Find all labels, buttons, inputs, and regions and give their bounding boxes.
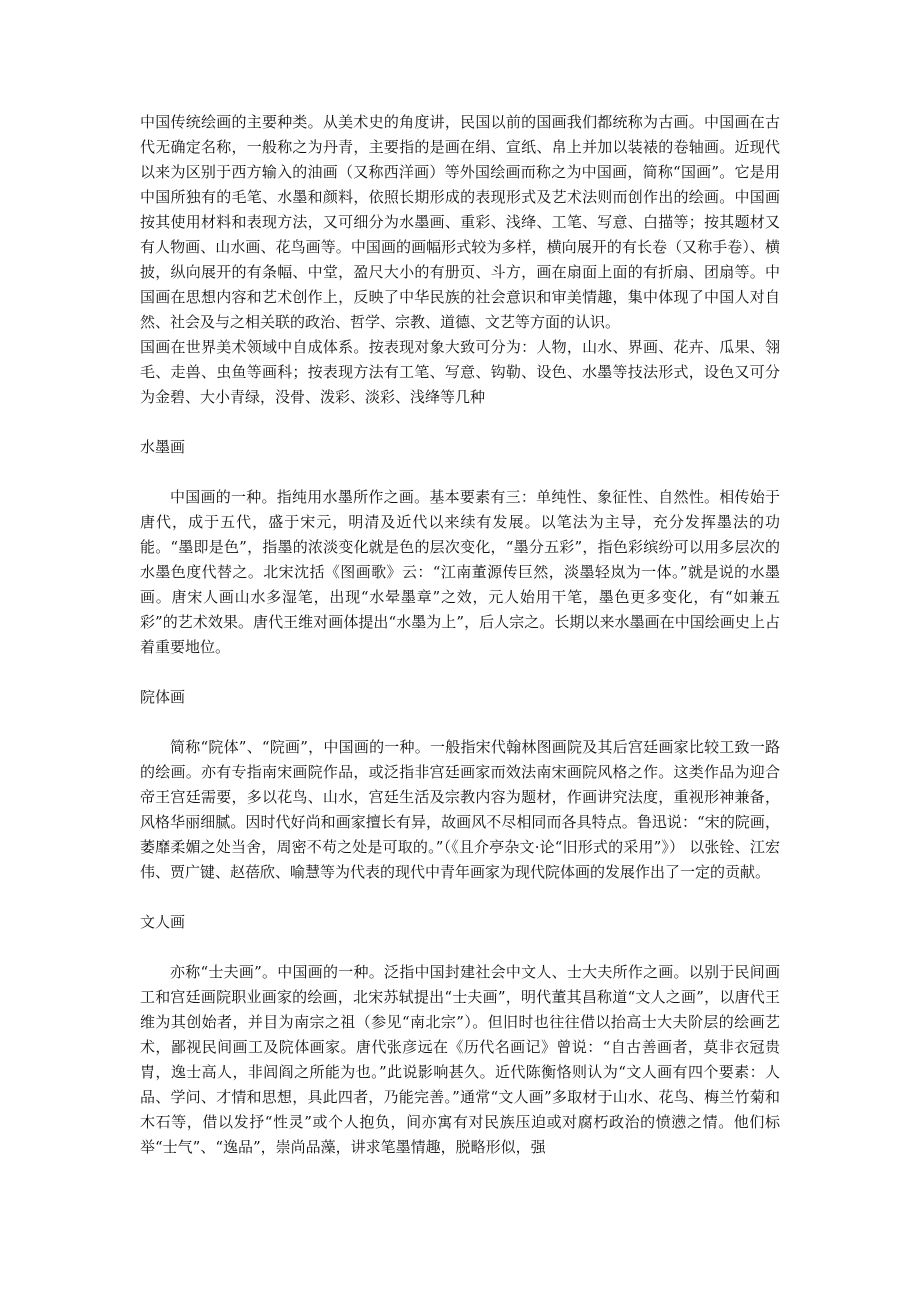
spacer: [140, 710, 780, 735]
intro-paragraph-2: 国画在世界美术领域中自成体系。按表现对象大致可分为：人物，山水、界画、花卉、瓜果、翎毛、走兽、虫鱼等画科；按表现方法有工笔、写意、钩勒、设色、水墨等技法形式，设色又可分为金碧、大小青绿，没骨、泼彩、淡彩、浅绛等几种: [140, 338, 780, 406]
document-page: [140, 110, 780, 1160]
intro-paragraph-1: 中国传统绘画的主要种类。从美术史的角度讲，民国以前的国画我们都统称为古画。中国画在古代无确定名称，一般称之为丹青，主要指的是画在绢、宣纸、帛上并加以装裱的卷轴画。近现代以来为区别于西方输入的油画（又称西洋画）等外国绘画而称之为中国画，简称“国画”。它是用中国所独有的毛笔、水墨和颜料，依照长期形成的表现形式及艺术法则而创作出的绘画。中国画按其使用材料和表现方法，又可细分为水墨画、重彩、浅绛、工笔、写意、白描等；按其题材又有人物画、山水画、花鸟画等。中国画的画幅形式较为多样，横向展开的有长卷（又称手卷）、横披，纵向展开的有条幅、中堂，盈尺大小的有册页、斗方，画在扇面上面的有折扇、团扇等。中国画在思想内容和艺术创作上，反映了中华民族的社会意识和审美情趣，集中体现了中国人对自然、社会及与之相关联的政治、哲学、宗教、道德、文艺等方面的认识。: [140, 113, 780, 331]
spacer: [140, 410, 780, 435]
section-title-academy-painting: 院体画: [140, 688, 186, 706]
spacer: [140, 885, 780, 910]
section-title-literati-painting: 文人画: [140, 913, 186, 931]
section-body-academy-painting: 简称“院体”、“院画”，中国画的一种。一般指宋代翰林图画院及其后宫廷画家比较工致一路的绘画。亦有专指南宋画院作品，或泛指非宫廷画家而效法南宋画院风格之作。这类作品为迎合帝王宫廷需要，多以花鸟、山水，宫廷生活及宗教内容为题材，作画讲究法度，重视形神兼备，风格华丽细腻。因时代好尚和画家擅长有异，故画风不尽相同而各具特点。鲁迅说：“宋的院画，萎靡柔媚之处当舍，周密不苟之处是可取的。”（《且介亭杂文·论“旧形式的采用”》） 以张铨、江宏伟、贾广键、赵蓓欣、喻慧等为代表的现代中青年画家为现代院体画的发展作出了一定的贡献。: [140, 738, 780, 881]
section-body-ink-painting: 中国画的一种。指纯用水墨所作之画。基本要素有三：单纯性、象征性、自然性。相传始于唐代，成于五代，盛于宋元，明清及近代以来续有发展。以笔法为主导，充分发挥墨法的功能。“墨即是色”，指墨的浓淡变化就是色的层次变化，“墨分五彩”，指色彩缤纷可以用多层次的水墨色度代替之。北宋沈括《图画歌》云：“江南董源传巨然，淡墨轻岚为一体。”就是说的水墨画。唐宋人画山水多湿笔，出现“水晕墨章”之效，元人始用干笔，墨色更多变化，有“如兼五彩”的艺术效果。唐代王维对画体提出“水墨为上”，后人宗之。长期以来水墨画在中国绘画史上占着重要地位。: [140, 488, 780, 656]
section-body-literati-painting: 亦称“士夫画”。中国画的一种。泛指中国封建社会中文人、士大夫所作之画。以别于民间画工和宫廷画院职业画家的绘画，北宋苏轼提出“士夫画”，明代董其昌称道“文人之画”，以唐代王维为其创始者，并目为南宗之祖（参见“南北宗”）。但旧时也往往借以抬高士大夫阶层的绘画艺术，鄙视民间画工及院体画家。唐代张彦远在《历代名画记》曾说：“自古善画者，莫非衣冠贵胄，逸士高人，非闾阎之所能为也。”此说影响甚久。近代陈衡恪则认为“文人画有四个要素：人品、学问、才情和思想，具此四者，乃能完善。”通常“文人画”多取材于山水、花鸟、梅兰竹菊和木石等，借以发抒“性灵”或个人抱负，间亦寓有对民族压迫或对腐朽政治的愤懑之情。他们标举“士气”、“逸品”，崇尚品藻，讲求笔墨情趣，脱略形似，强: [140, 963, 780, 1156]
spacer: [140, 935, 780, 960]
spacer: [140, 660, 780, 685]
section-title-ink-painting: 水墨画: [140, 438, 186, 456]
spacer: [140, 460, 780, 485]
